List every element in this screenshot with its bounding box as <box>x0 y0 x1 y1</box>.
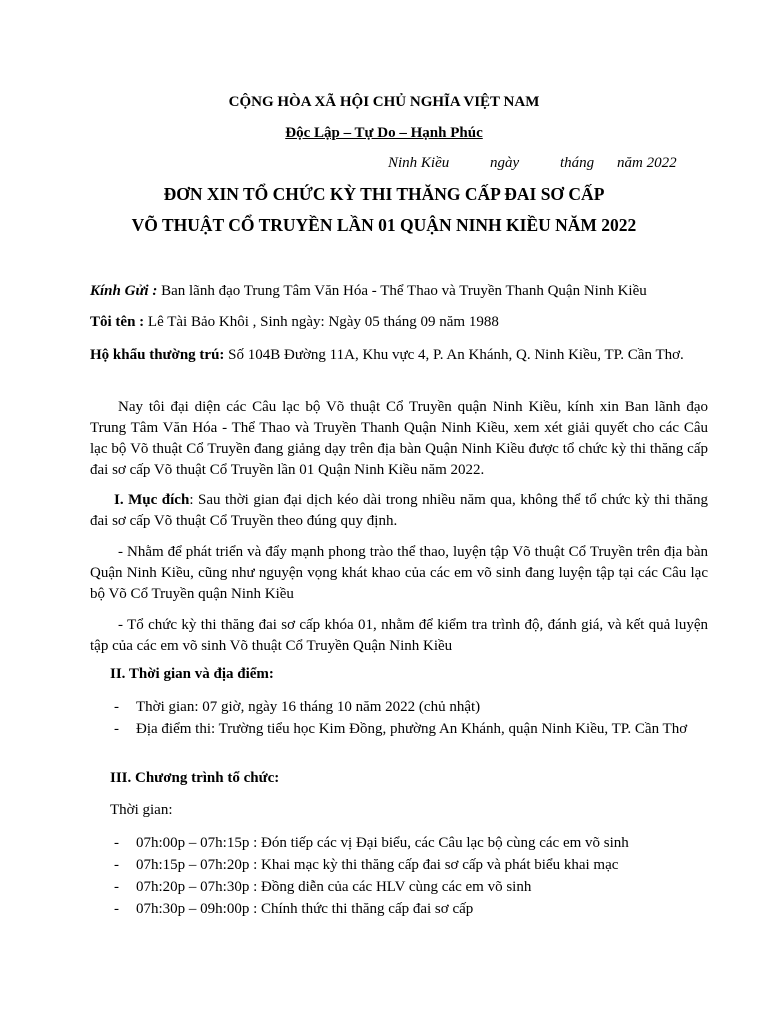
section2-heading: II. Thời gian và địa điểm: <box>110 666 274 682</box>
list-item: - 07h:30p – 09h:00p : Chính thức thi thăng cấp đai sơ cấp <box>114 901 474 917</box>
purpose-text: : Sau thời gian đại dịch kéo dài trong nhiều năm qua, không thể tổ chức kỳ thi thăng đai sơ cấp Võ thuật Cổ Truyền theo đúng quy định. <box>90 492 708 529</box>
national-header: CỘNG HÒA XÃ HỘI CHỦ NGHĨA VIỆT NAM <box>228 94 540 110</box>
date-day-label: ngày <box>490 155 520 171</box>
applicant-name-value: Lê Tài Bảo Khôi , Sinh ngày: Ngày 05 tháng 09 năm 1988 <box>144 314 499 330</box>
section2-list <box>90 696 708 740</box>
purpose-point-1: - Nhằm để phát triển và đẩy mạnh phong trào thể thao, luyện tập Võ thuật Cổ Truyền trên địa bàn Quận Ninh Kiều, cũng như nguyện vọng khát khao của các em võ sinh đang luyện tập tại các Câu lạc bộ Võ Cổ Truyền quận Ninh Kiều <box>90 544 708 602</box>
intro-paragraph: Nay tôi đại diện các Câu lạc bộ Võ thuật Cổ Truyền quận Ninh Kiều, kính xin Ban lãnh đạo Trung Tâm Văn Hóa - Thể Thao và Truyền Thanh Quận Ninh Kiều, xem xét giải quyết cho các Câu lạc bộ Võ thuật Cổ Truyền đang giảng dạy trên địa bàn Quận Ninh Kiều được tổ chức kỳ thi thăng cấp đai sơ cấp Võ thuật Cổ Truyền lần 01 Quận Ninh Kiều năm 2022. <box>90 399 708 478</box>
document-title-line-2: VÕ THUẬT CỔ TRUYỀN LẦN 01 QUẬN NINH KIỀU NĂM 2022 <box>131 215 637 235</box>
recipient-text: Ban lãnh đạo Trung Tâm Văn Hóa - Thể Thao và Truyền Thanh Quận Ninh Kiều <box>157 283 647 299</box>
recipient-label: Kính Gửi : <box>90 283 158 299</box>
motto: Độc Lập – Tự Do – Hạnh Phúc <box>285 125 483 141</box>
purpose-heading: I. Mục đích <box>114 492 190 508</box>
purpose-paragraph <box>90 490 708 532</box>
list-item: - 07h:20p – 07h:30p : Đồng diễn của các HLV cùng các em võ sinh <box>114 879 532 895</box>
document-title-line-1: ĐƠN XIN TỔ CHỨC KỲ THI THĂNG CẤP ĐAI SƠ CẤP <box>163 184 605 204</box>
residence-label: Hộ khẩu thường trú: <box>90 347 225 363</box>
purpose-point-2: - Tổ chức kỳ thi thăng đai sơ cấp khóa 01, nhằm để kiểm tra trình độ, đánh giá, và kết quả luyện tập của các em võ sinh Võ thuật Cổ Truyền Quận Ninh Kiều <box>90 617 708 654</box>
residence-line <box>90 345 708 366</box>
date-place: Ninh Kiều <box>388 155 450 171</box>
residence-value: Số 104B Đường 11A, Khu vực 4, P. An Khánh, Q. Ninh Kiều, TP. Cần Thơ. <box>224 347 684 363</box>
list-item: - 07h:15p – 07h:20p : Khai mạc kỳ thi thăng cấp đai sơ cấp và phát biểu khai mạc <box>114 857 619 873</box>
section3-heading: III. Chương trình tổ chức: <box>110 770 280 786</box>
list-item: - 07h:00p – 07h:15p : Đón tiếp các vị Đại biểu, các Câu lạc bộ cùng các em võ sinh <box>114 835 629 851</box>
date-month-label: tháng <box>560 155 595 171</box>
date-year-label: năm 2022 <box>617 155 677 171</box>
applicant-name-line <box>90 314 499 331</box>
list-item: - Địa điểm thi: Trường tiểu học Kim Đồng, phường An Khánh, quận Ninh Kiều, TP. Cần Thơ <box>114 721 688 737</box>
applicant-name-label: Tôi tên : <box>90 314 145 330</box>
list-item: - Thời gian: 07 giờ, ngày 16 tháng 10 năm 2022 (chủ nhật) <box>114 699 481 715</box>
schedule-list <box>90 832 708 920</box>
recipient-line <box>90 283 647 300</box>
section3-time-label: Thời gian: <box>110 802 173 818</box>
